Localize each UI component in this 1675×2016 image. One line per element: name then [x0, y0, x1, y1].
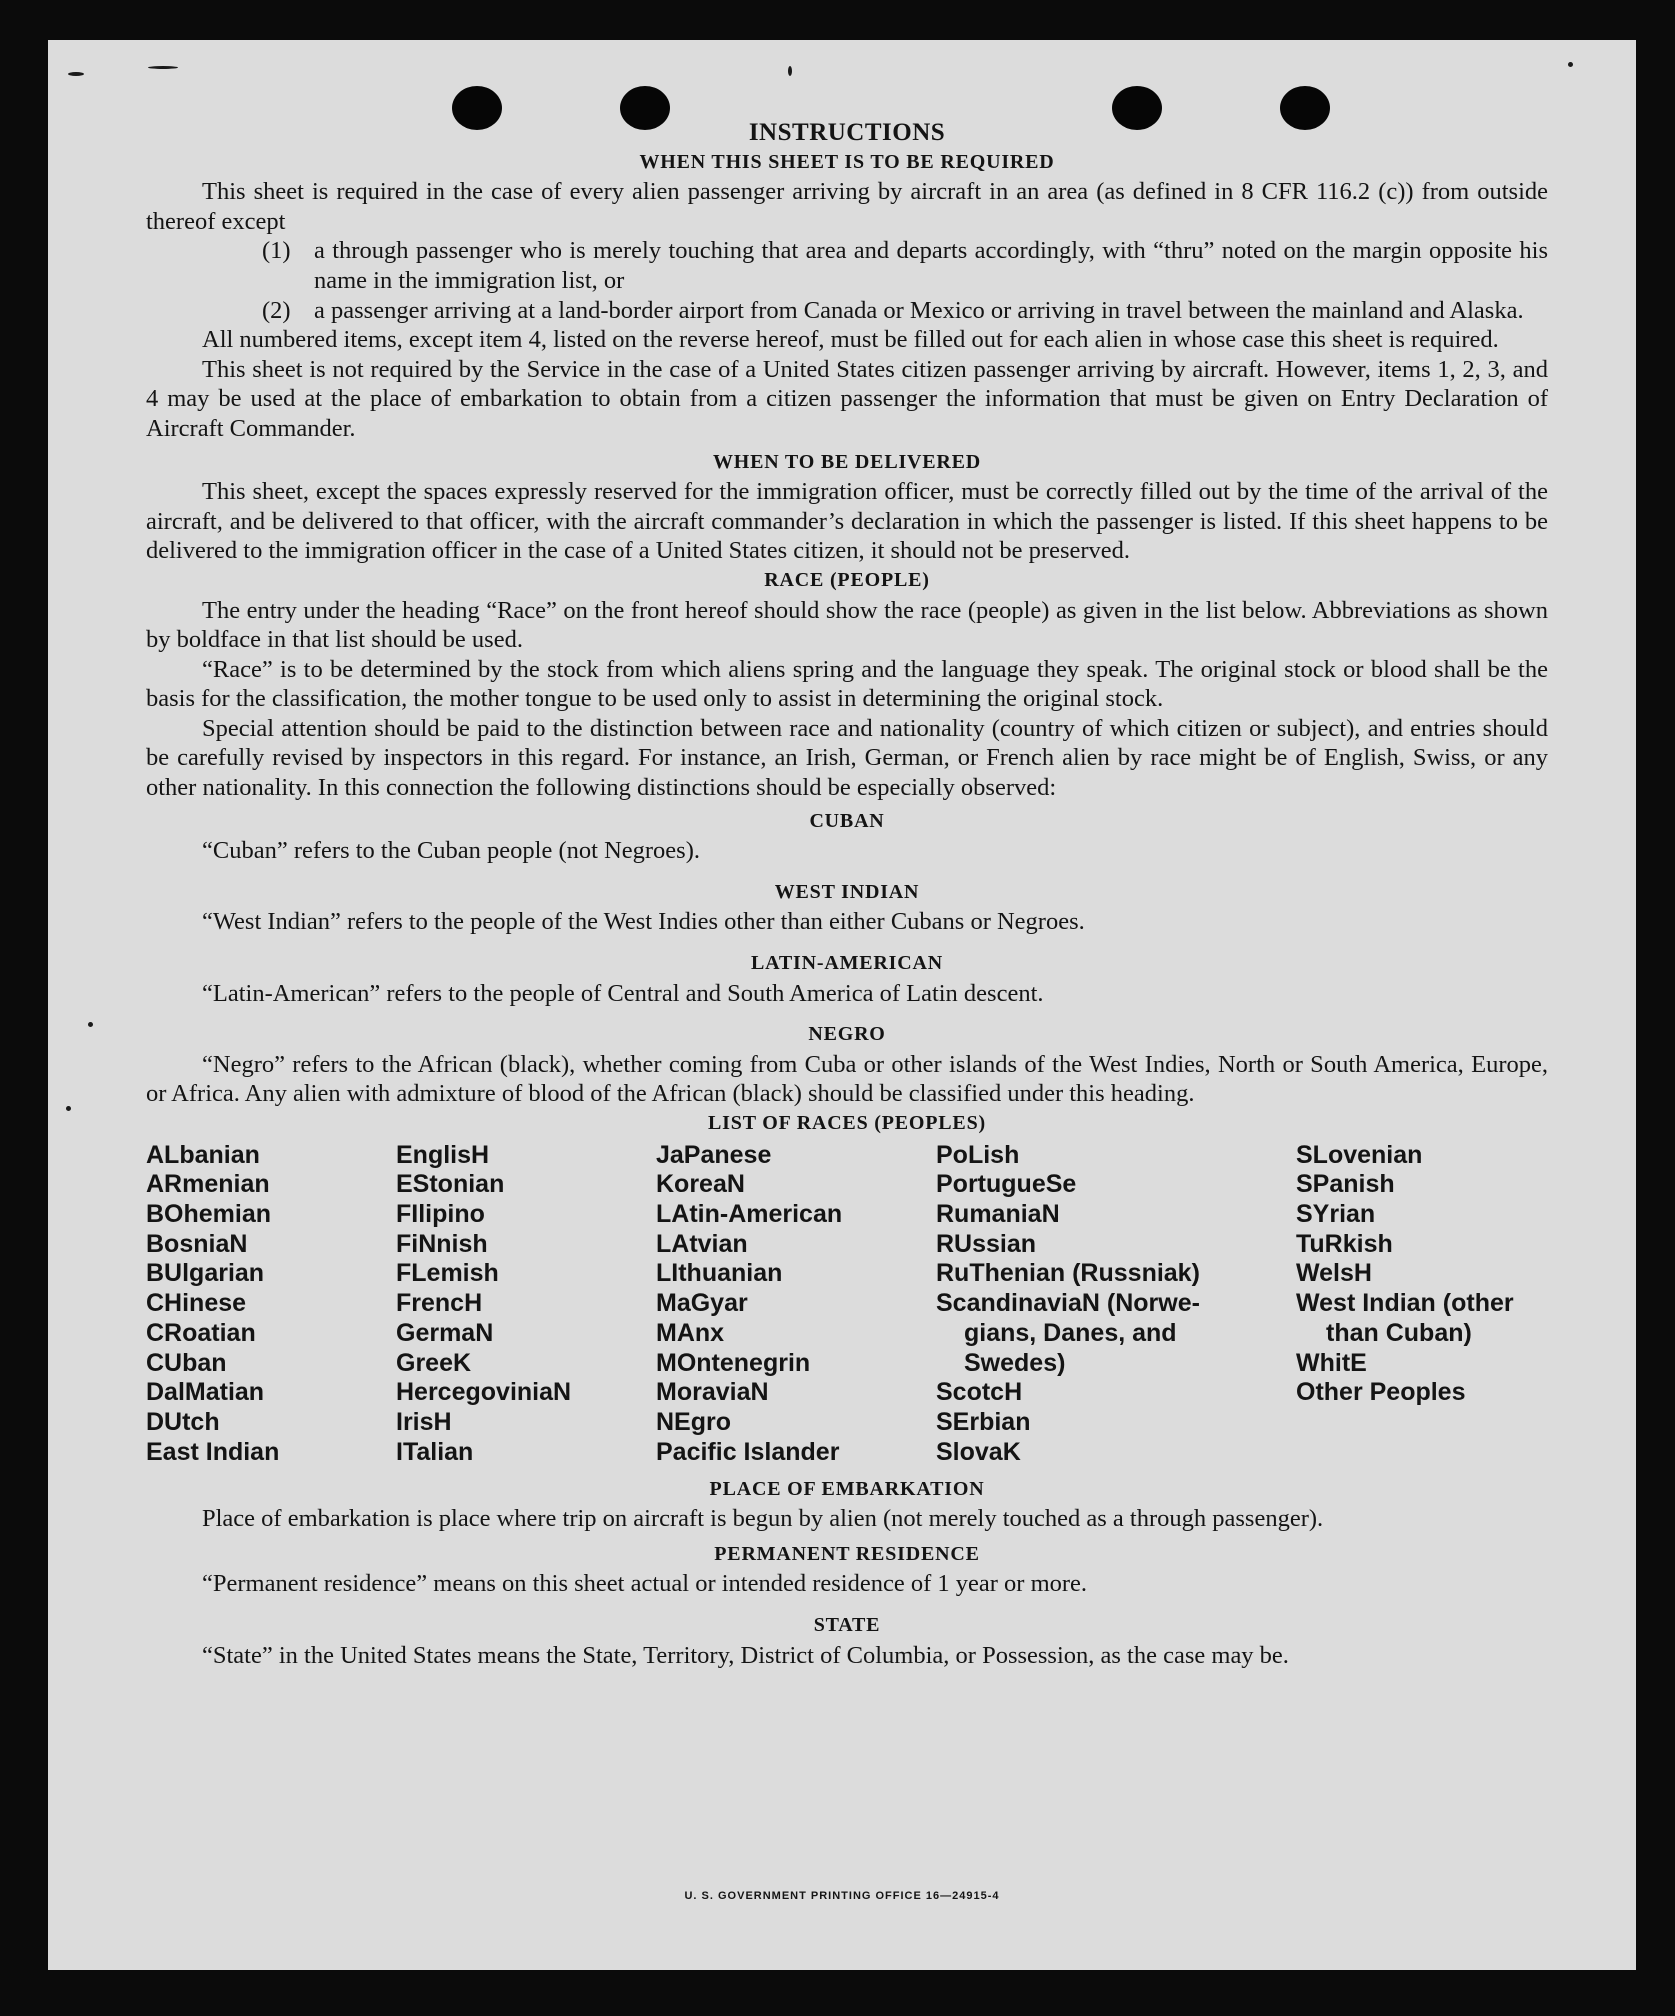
paragraph: “Negro” refers to the African (black), whether coming from Cuba or other islands of the West Indies, North or South America, Europe, or Africa. Any alien with admixture of blood of the African (black) should be classified under this heading. — [146, 1050, 1548, 1108]
speck — [1568, 62, 1573, 67]
paragraph: Special attention should be paid to the distinction between race and nationality (country of which citizen or subject), and entries should be carefully revised by inspectors in this regard. For instance, an Irish, German, or French alien by race might be of English, Swiss, or any other nationality. In this connection the following distinctions should be especially observed: — [146, 714, 1548, 802]
printer-imprint: U. S. GOVERNMENT PRINTING OFFICE 16—24915-4 — [684, 1890, 1000, 1902]
race-item: TuRkish — [1296, 1229, 1393, 1258]
paragraph: All numbered items, except item 4, listed on the reverse hereof, must be filled out for each alien in whose case this sheet is required. — [202, 326, 1499, 354]
race-item: East Indian — [146, 1437, 280, 1466]
instructions-content — [146, 118, 1548, 1670]
race-item: EnglisH — [396, 1140, 490, 1169]
race-column — [396, 1141, 571, 1468]
race-item: CHinese — [146, 1289, 247, 1318]
section-heading: LATIN-AMERICAN — [751, 952, 943, 975]
race-item: ScandinaviaN (Norwe- — [936, 1289, 1200, 1318]
section-heading: LIST OF RACES (PEOPLES) — [708, 1112, 986, 1134]
speck — [68, 72, 84, 76]
paragraph: “Cuban” refers to the Cuban people (not Negroes). — [202, 837, 700, 865]
race-item: EStonian — [396, 1170, 505, 1199]
race-item: ITalian — [396, 1437, 474, 1466]
race-item: CUban — [146, 1348, 227, 1377]
document-sheet — [48, 40, 1636, 1970]
race-item: SErbian — [936, 1407, 1031, 1436]
race-item: LAtvian — [656, 1229, 748, 1258]
race-item: ARmenian — [146, 1170, 270, 1199]
race-item: RumaniaN — [936, 1200, 1060, 1228]
race-item: SPanish — [1296, 1170, 1395, 1199]
paragraph: This sheet is required in the case of every alien passenger arriving by aircraft in an area (as defined in 8 CFR 116.2 (c)) from outside thereof except — [146, 178, 1548, 235]
paragraph: “Latin-American” refers to the people of Central and South America of Latin descent. — [202, 979, 1044, 1007]
race-item: KoreaN — [656, 1170, 745, 1199]
race-column — [936, 1141, 1216, 1468]
race-item: MOntenegrin — [656, 1348, 811, 1377]
paragraph: This sheet, except the spaces expressly reserved for the immigration officer, must be correctly filled out by the time of the arrival of the aircraft, and be delivered to that officer, with the aircraft commander’s declaration in which the passenger is listed. If this sheet happens to be delivered to the immigration officer in the case of a United States citizen, it should not be preserved. — [146, 478, 1548, 565]
section-heading: NEGRO — [808, 1023, 886, 1046]
race-item: DalMatian — [146, 1378, 265, 1407]
section-heading: WHEN THIS SHEET IS TO BE REQUIRED — [639, 150, 1055, 173]
race-item: ALbanian — [146, 1140, 260, 1169]
race-item: BosniaN — [146, 1229, 248, 1258]
race-item: IrisH — [396, 1407, 452, 1436]
race-item: ScotcH — [936, 1378, 1023, 1407]
race-item: Pacific Islander — [656, 1437, 840, 1466]
item-number: (2) — [262, 296, 291, 324]
race-item: FrencH — [396, 1289, 483, 1318]
section-heading: RACE (PEOPLE) — [764, 568, 930, 591]
race-item: SlovaK — [936, 1437, 1021, 1466]
race-column — [1296, 1141, 1514, 1408]
race-item: PortugueSe — [936, 1170, 1077, 1199]
race-item: GermaN — [396, 1318, 494, 1347]
paragraph: This sheet is not required by the Service in the case of a United States citizen passenger arriving by aircraft. However, items 1, 2, 3, and 4 may be used at the place of embarkation to obtain from a citizen passenger the information that must be given on Entry Declaration of Aircraft Commander. — [146, 355, 1548, 442]
race-item: Other Peoples — [1296, 1378, 1466, 1407]
section-heading: PERMANENT RESIDENCE — [714, 1542, 980, 1565]
race-item: SYrian — [1296, 1200, 1376, 1228]
page-title: INSTRUCTIONS — [748, 119, 946, 146]
race-item: GreeK — [396, 1348, 472, 1377]
race-item: WelsH — [1296, 1259, 1372, 1288]
section-heading: CUBAN — [809, 809, 885, 832]
paragraph: “Permanent residence” means on this sheet actual or intended residence of 1 year or more. — [202, 1570, 1088, 1598]
paragraph: Place of embarkation is place where trip on aircraft is begun by alien (not merely touched as a through passenger). — [202, 1505, 1324, 1533]
race-column — [146, 1141, 279, 1468]
race-item: HercegoviniaN — [396, 1378, 572, 1407]
race-item: WhitE — [1296, 1348, 1367, 1377]
paragraph: “Race” is to be determined by the stock from which aliens spring and the language they speak. The original stock or blood shall be the basis for the classification, the mother tongue to be used only to assist in determining the original stock. — [146, 655, 1548, 713]
race-item: FIlipino — [396, 1200, 485, 1228]
speck — [788, 66, 792, 76]
race-list — [146, 1141, 1548, 1471]
race-item: MAnx — [656, 1318, 725, 1347]
race-item: MoraviaN — [656, 1378, 769, 1407]
section-heading: PLACE OF EMBARKATION — [709, 1477, 985, 1500]
race-item: SLovenian — [1296, 1140, 1423, 1169]
paragraph: “State” in the United States means the State, Territory, District of Columbia, or Possession, as the case may be. — [202, 1641, 1289, 1669]
list-item — [146, 296, 1548, 326]
race-item: PoLish — [936, 1140, 1020, 1169]
race-item: NEgro — [656, 1407, 731, 1436]
speck — [148, 66, 178, 69]
speck — [66, 1106, 71, 1111]
section-heading: WEST INDIAN — [774, 880, 920, 903]
race-item: Swedes) — [964, 1348, 1066, 1377]
race-item: than Cuban) — [1326, 1318, 1472, 1347]
race-item: LAtin-American — [656, 1200, 843, 1228]
race-column — [656, 1141, 842, 1468]
race-item: CRoatian — [146, 1318, 256, 1347]
race-item: gians, Danes, and — [964, 1318, 1177, 1347]
item-text: a passenger arriving at a land-border airport from Canada or Mexico or arriving in travel between the mainland and Alaska. — [314, 296, 1524, 324]
paragraph: The entry under the heading “Race” on the front hereof should show the race (people) as given in the list below. Abbreviations as shown by boldface in that list should be used. — [146, 596, 1548, 654]
section-heading: WHEN TO BE DELIVERED — [712, 450, 982, 473]
section-heading: STATE — [813, 1613, 881, 1636]
race-item: FLemish — [396, 1259, 499, 1288]
item-text: a through passenger who is merely touching that area and departs accordingly, with “thru” noted on the margin opposite his name in the immigration list, or — [314, 237, 1548, 294]
paragraph: “West Indian” refers to the people of the West Indies other than either Cubans or Negroes. — [202, 908, 1085, 936]
race-item: BOhemian — [146, 1200, 272, 1228]
item-number: (1) — [262, 237, 291, 265]
race-item: RuThenian (Russniak) — [936, 1259, 1200, 1288]
list-item — [146, 236, 1548, 295]
race-item: MaGyar — [656, 1289, 748, 1318]
race-item: BUlgarian — [146, 1259, 265, 1288]
speck — [88, 1022, 93, 1027]
race-item: JaPanese — [656, 1140, 772, 1169]
race-item: LIthuanian — [656, 1259, 783, 1288]
race-item: FiNnish — [396, 1229, 488, 1258]
race-item: DUtch — [146, 1407, 220, 1436]
race-item: RUssian — [936, 1229, 1037, 1258]
race-item: West Indian (other — [1296, 1289, 1514, 1318]
